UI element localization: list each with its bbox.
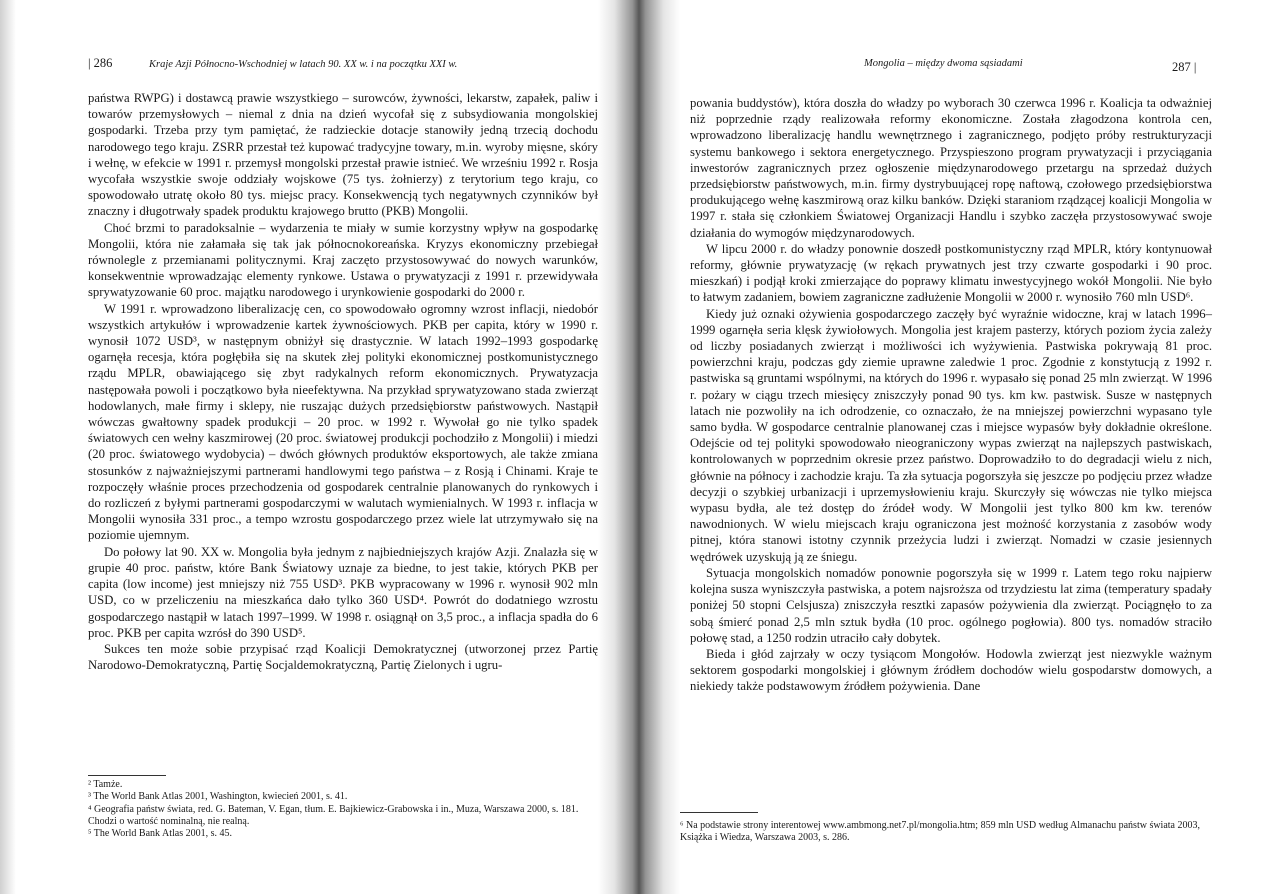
- footnote: ⁴ Geografia państw świata, red. G. Bateman, V. Egan, tłum. E. Bajkiewicz-Grabowska i in., Muza, Warszawa 2000, s. 181. Chodzi o wartość nominalną, nie realną.: [88, 803, 579, 827]
- footnote: ⁵ The World Bank Atlas 2001, s. 45.: [88, 828, 232, 840]
- footnote: ⁶ Na podstawie strony interentowej www.ambmong.net7.pl/mongolia.htm; 859 mln USD według Almanachu państw świata 2003, Książka i Wiedza, Warszawa 2003, s. 286.: [680, 820, 1200, 844]
- left-footnote-rule: [88, 775, 166, 776]
- paragraph: Sukces ten może sobie przypisać rząd Koalicji Demokratycznej (utworzonej przez Partię Narodowo-Demokratyczną, Partię Socjaldemokratyczną, Partię Zielonych i ugru-: [88, 641, 598, 673]
- paragraph: W 1991 r. wprowadzono liberalizację cen, co spowodowało ogromny wzrost inflacji, niedobór wszystkich artykułów i wprowadzenie kartek żywnościowych. PKB per capita, który w 1990 r. wynosił 1072 USD³, w następnym obniżył się drastycznie. W latach 1992–1993 gospodarkę ogarnęła recesja, która pogłębiła się na skutek złej polityki ekonomicznej postkomunistycznego rządu MPLR, obawiającego się zbyt radykalnych reform ekonomicznych. Prywatyzacja następowała powoli i początkowo była nieefektywna. Na przykład sprywatyzowano stada zwierząt hodowlanych, małe firmy i sklepy, nie ruszając dużych przedsiębiorstw państwowych. Nastąpił wówczas gwałtowny spadek produkcji – 20 proc. w 1992 r. Wywołał go nie tylko spadek światowych cen wełny kaszmirowej (20 proc. światowej produkcji pochodziło z Mongolii) i miedzi (20 proc. światowego wydobycia) – dwóch głównych produktów eksportowych, ale także zmiana stosunków z najważniejszymi partnerami handlowymi tego państwa – z Rosją i Chinami. Kraje te rozpoczęły właśnie proces przechodzenia od gospodarek centralnie planowanych do rynkowych i do rozliczeń z byłymi partnerami gospodarczymi w walutach wymienialnych. W 1993 r. inflacja w Mongolii wynosiła 331 proc., a tempo wzrostu gospodarczego przez wiele lat utrzymywało się na poziomie ujemnym.: [88, 301, 598, 543]
- paragraph: Sytuacja mongolskich nomadów ponownie pogorszyła się w 1999 r. Latem tego roku najpierw kolejna susza wyniszczyła pastwiska, a potem najsroższa od trzydziestu lat zima (temperatury spadały poniżej 50 stopni Celsjusza) zniszczyła resztki zapasów pożywienia dla zwierząt. Pociągnęło to za sobą śmierć ponad 2,5 mln sztuk bydła (10 proc. ogólnego pogłowia). 800 tys. nomadów straciło połowę stad, a 1250 rodzin utraciło cały dobytek.: [690, 565, 1212, 645]
- left-page-number: | 286: [88, 56, 113, 70]
- left-running-title: Kraje Azji Północno-Wschodniej w latach 90. XX w. i na początku XXI w.: [149, 59, 458, 70]
- paragraph: Choć brzmi to paradoksalnie – wydarzenia te miały w sumie korzystny wpływ na gospodarkę Mongolii, która nie załamała się tak jak północnokoreańska. Kryzys ekonomiczny przebiegał równolegle z przemianami politycznymi. Kraj zaczęto przystosowywać do nowych warunków, konsekwentnie wprowadzając elementy rynkowe. Ustawa o prywatyzacji z 1991 r. przewidywała sprywatyzowanie 60 proc. majątku narodowego i urynkowienie gospodarki do 2000 r.: [88, 220, 598, 300]
- left-running-header: [88, 56, 457, 71]
- paragraph: państwa RWPG) i dostawcą prawie wszystkiego – surowców, żywności, lekarstw, zapałek, paliw i towarów przemysłowych – niemal z dnia na dzień wycofał się z subsydiowania mongolskiej gospodarki. Trzeba przy tym pamiętać, że radzieckie dotacje stanowiły jedną trzecią dochodu narodowego tego kraju. ZSRR przestał też kupować tradycyjne towary, m.in. wyroby mięsne, skóry i wełnę, w efekcie w 1991 r. przemysł mongolski przestał prawie istnieć. We wrześniu 1992 r. Rosja wycofała wszystkie swoje oddziały wojskowe (75 tys. żołnierzy) z terytorium tego kraju, co spowodowało utratę około 80 tys. miejsc pracy. Konsekwencją tych negatywnych czynników był znaczny i długotrwały spadek produktu krajowego brutto (PKB) Mongolii.: [88, 91, 598, 219]
- left-footnotes: [88, 779, 598, 840]
- footnote: ² Tamże.: [88, 779, 123, 790]
- paragraph: Kiedy już oznaki ożywienia gospodarczego zaczęły być wyraźnie widoczne, kraj w latach 1996–1999 ogarnęła seria klęsk żywiołowych. Mongolia jest krajem pasterzy, których poziom życia zależy od liczby posiadanych zwierząt i możliwości ich wyżywienia. Pastwiska pokrywają 81 proc. powierzchni kraju, podczas gdy ziemie uprawne zaledwie 1 proc. Zgodnie z konstytucją z 1992 r. pastwiska są gruntami wspólnymi, na których do 1996 r. wypasało się ponad 25 mln zwierząt. W 1996 r. pożary w ciągu trzech miesięcy zniszczyły ponad 90 tys. km kw. pastwisk. Susze w następnych latach nie pozwoliły na ich odrodzenie, co oznaczało, że na mniejszej powierzchni wypasano tyle samo bydła. W gospodarce centralnie planowanej czas i miejsce wypasów były dokładnie określone. Odejście od tej polityki spowodowało nieograniczony wypas zwierząt na najlepszych pastwiskach, kontrolowanych w poprzednim okresie przez państwo. Doprowadziło to do degradacji wielu z nich, głównie na północy i zachodzie kraju. Ta zła sytuacja pogorszyła się jeszcze po podjęciu przez władze decyzji o szybkiej urbanizacji i uprzemysłowieniu kraju. Skurczyły się wówczas nie tylko miejsca wypasu bydła, ale też dostęp do źródeł wody. W Mongolii jest tylko 800 km kw. terenów nawodnionych. W wielu miejscach kraju ograniczona jest możność korzystania z zasobów wody pitnej, która stanowi istotny czynnik przeżycia ludzi i zwierząt. Nomadzi w czasie jesiennych wędrówek uzyskują ją ze śniegu.: [690, 306, 1212, 564]
- paragraph: Bieda i głód zajrzały w oczy tysiącom Mongołów. Hodowla zwierząt jest niezwykle ważnym sektorem gospodarki mongolskiej i głównym źródłem dochodów wielu gospodarstw domowych, a niekiedy także podstawowym źródłem pożywienia. Dane: [690, 646, 1212, 694]
- right-page-number: 287 |: [1172, 60, 1197, 74]
- left-body: [88, 90, 598, 673]
- right-running-title: Mongolia – między dwoma sąsiadami: [864, 58, 1023, 69]
- right-footnotes: [680, 820, 1210, 845]
- paragraph: W lipcu 2000 r. do władzy ponownie doszedł postkomunistyczny rząd MPLR, który kontynuował reformy, głównie prywatyzację (w rękach prywatnych jest trzy czwarte gospodarki i 90 proc. mieszkań) i podjął kroki zmierzające do poprawy klimatu inwestycyjnego wokół Mongolii. Nie było to łatwym zadaniem, bowiem zagraniczne zadłużenie Mongolii w 2000 r. wynosiło 760 mln USD⁶.: [690, 241, 1212, 305]
- paragraph: powania buddystów), która doszła do władzy po wyborach 30 czerwca 1996 r. Koalicja ta odważniej niż poprzednie rządy realizowała reformy ekonomiczne. Została złagodzona kontrola cen, wprowadzono liberalizację handlu wewnętrznego i zagranicznego, podjęto próby restrukturyzacji systemu bankowego i sektora energetycznego. Przyspieszono program prywatyzacji i przyciągania inwestorów zagranicznych przez ogłoszenie międzynarodowego przetargu na sprzedaż dużych przedsiębiorstw państwowych, m.in. firmy dystrybuującej ropę naftową, czołowego przedsiębiorstwa produkującego wełnę kaszmirową oraz kilku banków. Dzięki staraniom rządzącej koalicji Mongolia w 1997 r. stała się członkiem Światowej Organizacji Handlu i szybko zaczęła przystosowywać swoje działania do wymogów międzynarodowych.: [690, 96, 1212, 240]
- paragraph: Do połowy lat 90. XX w. Mongolia była jednym z najbiedniejszych krajów Azji. Znalazła się w grupie 40 proc. państw, które Bank Światowy uznaje za biedne, to jest takie, których PKB per capita (low income) jest mniejszy niż 755 USD³. PKB wypracowany w 1996 r. wynosił 902 mln USD, co w przeliczeniu na mieszkańca dało tylko 360 USD⁴. Powrót do dodatniego wzrostu gospodarczego nastąpił w latach 1997–1999. W 1998 r. osiągnął on 3,5 proc., a inflacja spadła do 6 proc. PKB per capita wzrósł do 390 USD⁵.: [88, 544, 598, 640]
- right-body: [690, 95, 1212, 695]
- footnote: ³ The World Bank Atlas 2001, Washington, kwiecień 2001, s. 41.: [88, 791, 348, 803]
- right-footnote-rule: [680, 812, 758, 813]
- right-page: [632, 0, 1262, 894]
